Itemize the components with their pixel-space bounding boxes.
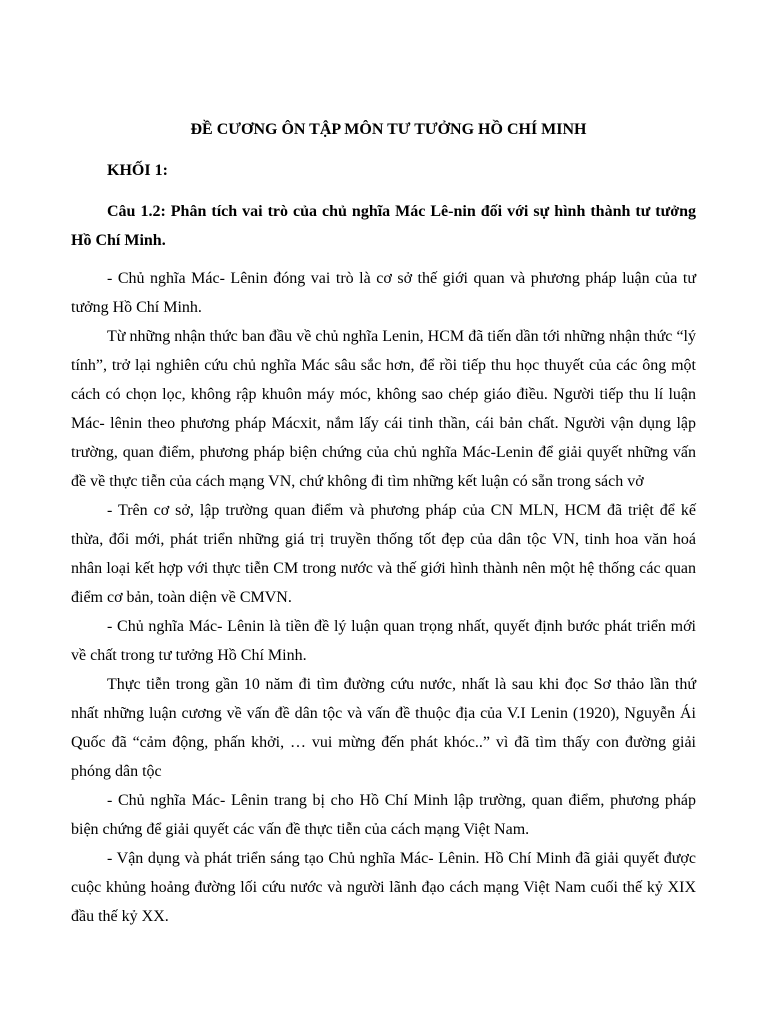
paragraph: Từ những nhận thức ban đầu về chủ nghĩa Lenin, HCM đã tiến dần tới những nhận thức “lý tính”, trở lại nghiên cứu chủ nghĩa Mác sâu sắc hơn, để rồi tiếp thu học thuyết của các ông một cách có chọn lọc, không rập khuôn máy móc, không sao chép giáo điều. Người tiếp thu lí luận Mác- lênin theo phương pháp Mácxit, nắm lấy cái tinh thần, cái bản chất. Người vận dụng lập trường, quan điểm, phương pháp biện chứng của chủ nghĩa Mác-Lenin để giải quyết những vấn đề về thực tiễn của cách mạng VN, chứ không đi tìm những kết luận có sẵn trong sách vở	[71, 328, 696, 490]
paragraph: - Chủ nghĩa Mác- Lênin là tiền đề lý luận quan trọng nhất, quyết định bước phát triển mới về chất trong tư tưởng Hồ Chí Minh.	[71, 618, 696, 664]
document-title: ĐỀ CƯƠNG ÔN TẬP MÔN TƯ TƯỞNG HỒ CHÍ MINH	[190, 121, 587, 138]
question-heading: Câu 1.2: Phân tích vai trò của chủ nghĩa Mác Lê-nin đối với sự hình thành tư tưởng Hồ Chí Minh.	[71, 203, 696, 249]
paragraph: - Vận dụng và phát triển sáng tạo Chủ nghĩa Mác- Lênin. Hồ Chí Minh đã giải quyết được cuộc khủng hoảng đường lối cứu nước và người lãnh đạo cách mạng Việt Nam cuối thế kỷ XIX đầu thế kỷ XX.	[71, 850, 696, 925]
paragraph: - Trên cơ sở, lập trường quan điểm và phương pháp của CN MLN, HCM đã triệt để kế thừa, đổi mới, phát triển những giá trị truyền thống tốt đẹp của dân tộc VN, tinh hoa văn hoá nhân loại kết hợp với thực tiễn CM trong nước và thế giới hình thành nên một hệ thống các quan điểm cơ bản, toàn diện về CMVN.	[71, 502, 696, 606]
paragraph: - Chủ nghĩa Mác- Lênin đóng vai trò là cơ sở thế giới quan và phương pháp luận của tư tưởng Hồ Chí Minh.	[71, 270, 696, 316]
section-heading: KHỐI 1:	[107, 162, 168, 179]
paragraph: - Chủ nghĩa Mác- Lênin trang bị cho Hồ Chí Minh lập trường, quan điểm, phương pháp biện chứng để giải quyết các vấn đề thực tiễn của cách mạng Việt Nam.	[71, 792, 696, 838]
paragraph: Thực tiễn trong gần 10 năm đi tìm đường cứu nước, nhất là sau khi đọc Sơ thảo lần thứ nhất những luận cương về vấn đề dân tộc và vấn đề thuộc địa của V.I Lenin (1920), Nguyễn Ái Quốc đã “cảm động, phấn khởi, … vui mừng đến phát khóc..” vì đã tìm thấy con đường giải phóng dân tộc	[71, 676, 696, 780]
document-body	[71, 115, 696, 931]
